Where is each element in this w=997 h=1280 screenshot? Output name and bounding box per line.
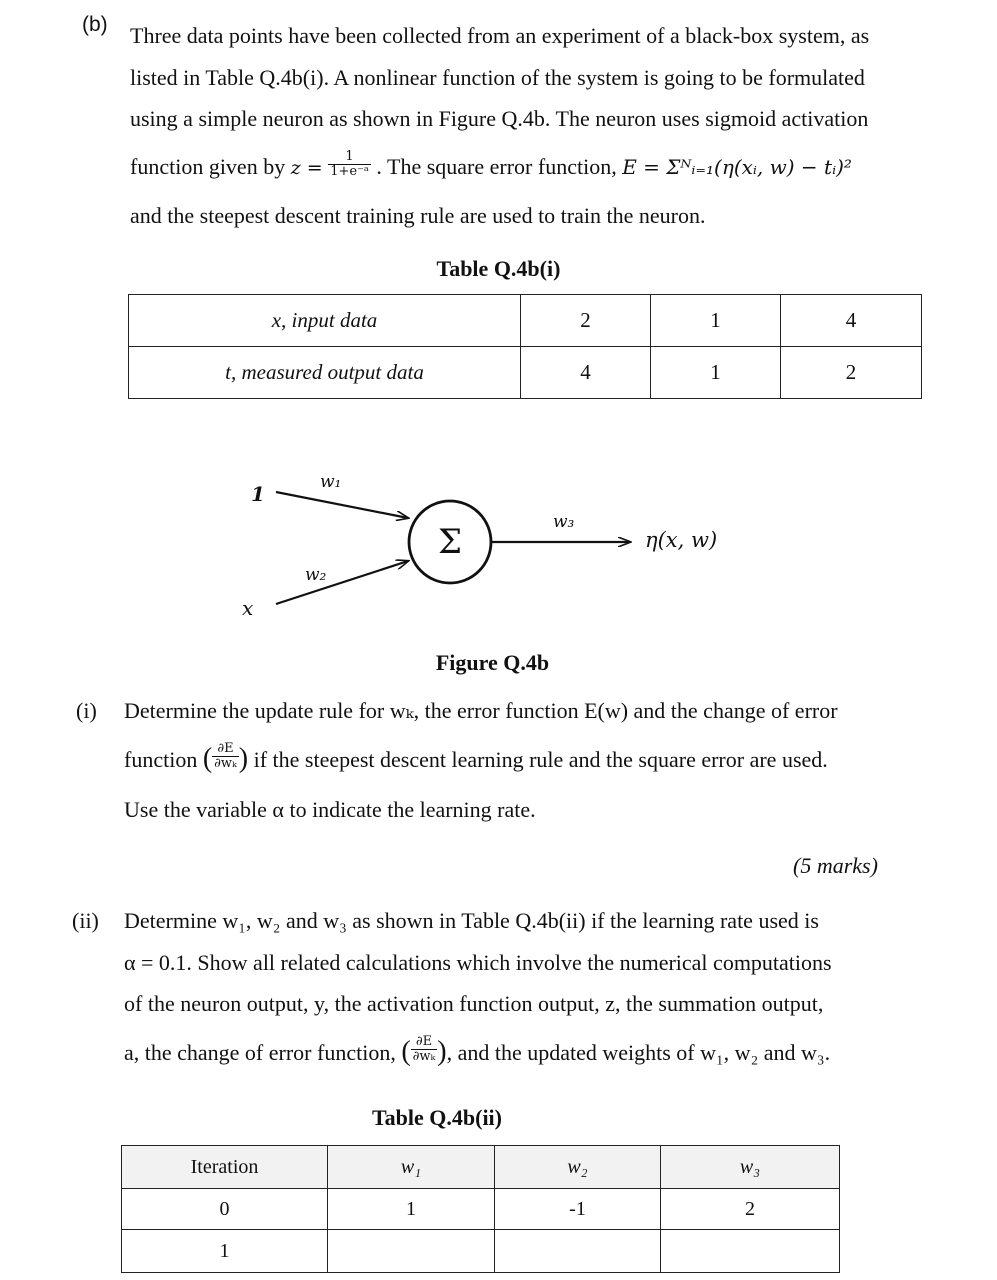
input-1-edge xyxy=(276,492,408,518)
part-ii-line-4-text-a: a, the change of error function, xyxy=(124,1040,396,1065)
figure-caption: Figure Q.4b xyxy=(435,650,550,675)
sigmoid-lhs: z = xyxy=(290,157,323,179)
part-ii-line-2: α = 0.1. Show all related calculations which involve the numerical computations xyxy=(124,950,832,975)
partial-derivative-numerator: ∂E xyxy=(212,742,239,757)
part-i-line-2-text-a: function xyxy=(124,747,198,772)
table-cell: 0 xyxy=(122,1189,328,1230)
question-line-4 xyxy=(130,149,852,180)
question-line-4-text-a: function given by xyxy=(130,154,286,179)
table-cell: 4 xyxy=(781,295,922,347)
table-cell xyxy=(495,1230,661,1273)
table-cell: -1 xyxy=(495,1189,661,1230)
table-cell: 1 xyxy=(651,295,781,347)
weight-w3-label: w₃ xyxy=(553,512,575,532)
partial-derivative-denominator: ∂wₖ xyxy=(412,1049,436,1065)
part-ii-line-4: a, the change of error function, ( $\frac{\partial E}{\text{∂wₖ}}$ ), and the updated weights of w₁, w₂ and w₃. xyxy=(124,1034,831,1067)
table-cell-label: t, measured output data xyxy=(129,347,521,399)
table-header-w3: w₃ xyxy=(661,1146,840,1189)
table-cell: 2 xyxy=(661,1189,840,1230)
table-cell xyxy=(661,1230,840,1273)
sigmoid-numerator: 1 xyxy=(328,150,371,165)
table-cell: 1 xyxy=(651,347,781,399)
table-cell: 2 xyxy=(521,295,651,347)
question-line-5: and the steepest descent training rule are used to train the neuron. xyxy=(130,203,706,228)
part-i-line-1: Determine the update rule for wₖ, the error function E(w) and the change of error xyxy=(124,698,838,723)
weight-w2-label: w₂ xyxy=(305,565,327,585)
table-cell xyxy=(328,1230,495,1273)
question-line-1: Three data points have been collected from an experiment of a black-box system, as xyxy=(130,23,870,48)
part-i-line-2-text-b: if the steepest descent learning rule and the square error are used. xyxy=(253,747,828,772)
table-row xyxy=(129,347,922,399)
part-ii-line-3: of the neuron output, y, the activation function output, z, the summation output, xyxy=(124,991,824,1016)
table-row xyxy=(122,1230,840,1273)
table-cell: 1 xyxy=(122,1230,328,1273)
question-line-3: using a simple neuron as shown in Figure Q.4b. The neuron uses sigmoid activation xyxy=(130,106,869,131)
error-formula: E = Σᴺᵢ₌₁(η(xᵢ, w) − tᵢ)² xyxy=(622,155,852,179)
question-line-4-text-b: . The square error function, xyxy=(376,154,617,179)
neuron-diagram xyxy=(0,460,997,640)
sigma-icon: Σ xyxy=(437,522,463,562)
question-line-2: listed in Table Q.4b(i). A nonlinear function of the system is going to be formulated xyxy=(130,65,865,90)
table-cell: 2 xyxy=(781,347,922,399)
sigmoid-denominator: 1+e⁻ᵃ xyxy=(330,164,369,180)
weights-table xyxy=(121,1145,840,1273)
table2-caption: Table Q.4b(ii) xyxy=(372,1105,502,1130)
table-row xyxy=(129,295,922,347)
table-cell: 4 xyxy=(521,347,651,399)
part-ii-line-1: Determine w₁, w₂ and w₃ as shown in Table Q.4b(ii) if the learning rate used is xyxy=(124,908,819,933)
sigmoid-fraction xyxy=(328,150,371,179)
table-header-w1: w₁ xyxy=(328,1146,495,1189)
part-i-line-3: Use the variable α to indicate the learning rate. xyxy=(124,797,536,822)
table-header-w2: w₂ xyxy=(495,1146,661,1189)
data-table xyxy=(128,294,922,399)
table-header-row xyxy=(122,1146,840,1189)
input-x-edge xyxy=(276,561,408,604)
partial-derivative xyxy=(411,1035,438,1064)
input-bias-label: 1 xyxy=(251,482,265,506)
part-i-label: (i) xyxy=(76,698,97,723)
table-row xyxy=(122,1189,840,1230)
question-label: (b) xyxy=(82,13,108,36)
part-ii-label: (ii) xyxy=(72,908,99,933)
partial-derivative xyxy=(212,742,239,771)
part-ii-line-4-text-b: , and the updated weights of w₁, w₂ and w₃. xyxy=(446,1040,831,1065)
table1-caption: Table Q.4b(i) xyxy=(436,256,561,281)
marks-label: (5 marks) xyxy=(793,853,878,878)
input-x-label: x xyxy=(242,596,254,620)
partial-derivative-numerator: ∂E xyxy=(411,1035,438,1050)
part-i-line-2: function ( $\frac{\partial E}{\text{∂wₖ}}$ ) if the steepest descent learning rule and the square error are used. xyxy=(124,741,828,774)
table-cell-label: x, input data xyxy=(129,295,521,347)
table-cell: 1 xyxy=(328,1189,495,1230)
weight-w1-label: w₁ xyxy=(320,472,342,492)
output-label: η(x, w) xyxy=(645,528,718,552)
partial-derivative-denominator: ∂wₖ xyxy=(214,756,237,772)
table-header-iteration: Iteration xyxy=(122,1146,328,1189)
